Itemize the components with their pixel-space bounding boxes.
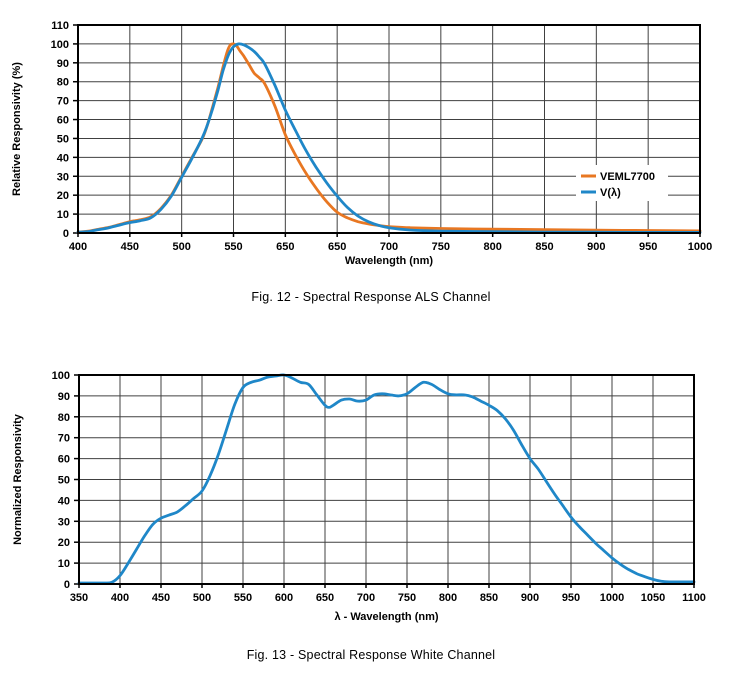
y-tick-label: 110 <box>51 20 69 32</box>
x-tick-label: 850 <box>535 241 554 253</box>
y-tick-label: 20 <box>56 190 69 203</box>
y-tick-label: 20 <box>57 537 70 550</box>
y-tick-label: 30 <box>57 516 70 529</box>
y-tick-label: 50 <box>57 474 70 487</box>
legend-label: VEML7700 <box>600 171 656 183</box>
als-spectral-response-chart <box>0 0 742 280</box>
y-axis-title: Relative Responsivity (%) <box>11 62 23 196</box>
x-tick-label: 750 <box>431 241 451 253</box>
y-tick-label: 90 <box>56 57 69 70</box>
y-tick-label: 60 <box>57 453 70 466</box>
x-tick-label: 800 <box>438 592 458 604</box>
y-tick-label: 50 <box>56 133 69 146</box>
x-tick-label: 500 <box>192 592 212 604</box>
y-tick-label: 70 <box>57 432 70 445</box>
y-tick-label: 30 <box>56 171 69 184</box>
x-tick-label: 1050 <box>640 592 666 604</box>
x-tick-label: 900 <box>520 592 540 604</box>
y-tick-label: 40 <box>57 495 70 508</box>
x-tick-label: 450 <box>151 592 171 604</box>
x-tick-label: 1000 <box>687 241 713 253</box>
x-tick-label: 700 <box>379 241 399 253</box>
y-axis-title: Normalized Responsivity <box>12 414 24 545</box>
y-tick-label: 60 <box>56 114 69 127</box>
x-tick-label: 550 <box>233 592 253 604</box>
x-axis-title: Wavelength (nm) <box>344 255 434 267</box>
y-tick-label: 70 <box>56 95 69 108</box>
x-tick-label: 700 <box>356 592 376 604</box>
x-tick-label: 650 <box>276 241 295 253</box>
x-tick-label: 950 <box>638 241 658 253</box>
y-tick-label: 0 <box>63 579 70 591</box>
x-tick-label: 1100 <box>682 592 706 604</box>
y-tick-label: 10 <box>56 209 69 222</box>
x-tick-label: 450 <box>120 241 140 253</box>
x-tick-label: 600 <box>274 592 294 604</box>
x-tick-label: 900 <box>587 241 606 253</box>
x-tick-label: 800 <box>483 241 502 253</box>
y-tick-label: 100 <box>50 38 69 51</box>
x-tick-label: 850 <box>479 592 499 604</box>
x-tick-label: 500 <box>172 241 191 253</box>
x-tick-label: 650 <box>315 592 335 604</box>
x-tick-label: 650 <box>327 241 347 253</box>
x-tick-label: 950 <box>561 592 581 604</box>
x-tick-label: 350 <box>69 592 89 604</box>
y-tick-label: 40 <box>56 152 69 165</box>
legend-label: V(λ) <box>600 187 621 199</box>
y-tick-label: 80 <box>57 411 70 424</box>
figure-12-caption: Fig. 12 - Spectral Response ALS Channel <box>251 290 491 304</box>
y-tick-label: 90 <box>57 390 70 403</box>
x-tick-label: 1000 <box>599 592 625 604</box>
white-spectral-response-chart <box>0 350 742 630</box>
x-tick-label: 550 <box>224 241 243 253</box>
figure-13-caption: Fig. 13 - Spectral Response White Channel <box>246 648 496 662</box>
x-tick-label: 400 <box>68 241 88 253</box>
y-tick-label: 0 <box>62 228 69 240</box>
x-tick-label: 750 <box>397 592 417 604</box>
y-tick-label: 80 <box>56 76 69 89</box>
x-axis-title: λ - Wavelength (nm) <box>334 611 439 623</box>
y-tick-label: 100 <box>51 370 70 382</box>
y-tick-label: 10 <box>57 558 70 571</box>
x-tick-label: 400 <box>110 592 130 604</box>
